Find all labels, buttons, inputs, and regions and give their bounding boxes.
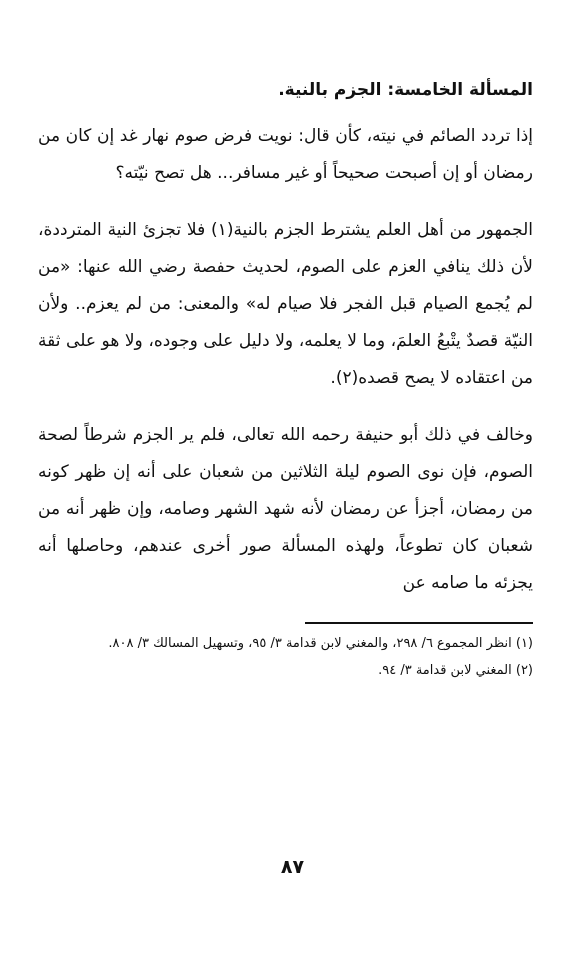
section-heading: المسألة الخامسة: الجزم بالنية. — [278, 80, 533, 100]
page-number: ٨٧ — [280, 856, 305, 878]
paragraph-majority-view: الجمهور من أهل العلم يشترط الجزم بالنية(١) فلا تجزئ النية المترددة، لأن ذلك ينافي العزم على الصوم، لحديث حفصة رضي الله عنها: «من لم يُجمع الصيام قبل الفجر فلا صيام له» والمعنى: من لم يعزم.. ولأن النيّة قصدٌ يتْبعُ العلمَ، وما لا يعلمه، ولا دليل على وجوده، ولا هو على ثقة من اعتقاده لا يصح قصده(٢). — [38, 220, 533, 388]
paragraph-question: إذا تردد الصائم في نيته، كأن قال: نويت فرض صوم نهار غد إن كان من رمضان أو إن أصبحت صحيحاً أو غير مسافر... هل تصح نيّته؟ — [38, 126, 533, 183]
footnote-2: (٢) المغني لابن قدامة ٣/ ٩٤. — [378, 663, 533, 678]
paragraph-hanafi-view: وخالف في ذلك أبو حنيفة رحمه الله تعالى، فلم ير الجزم شرطاً لصحة الصوم، فإن نوى الصوم ليلة الثلاثين من شعبان على أنه إن ظهر كونه من رمضان، أجزأ عن رمضان لأنه شهد الشهر وصامه، وإن ظهر أنه من شعبان كان تطوعاً، ولهذه المسألة صور أخرى عندهم، وحاصلها أنه يجزئه ما صامه عن — [38, 425, 533, 593]
footnote-divider — [305, 622, 533, 624]
footnote-1: (١) انظر المجموع ٦/ ٢٩٨، والمغني لابن قدامة ٣/ ٩٥، وتسهيل المسالك ٣/ ٨٠٨. — [108, 636, 533, 651]
